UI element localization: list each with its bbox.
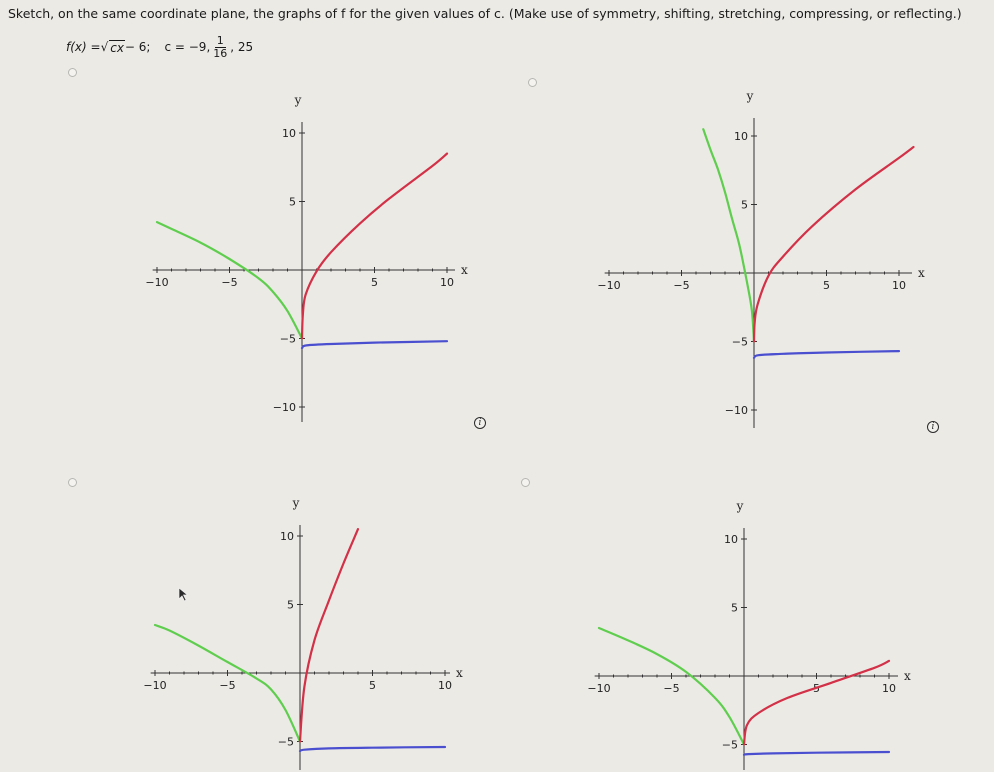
x-tick-label: −10 — [597, 279, 621, 292]
y-tick-label: −5 — [277, 735, 294, 749]
y-tick-label: −5 — [721, 738, 738, 752]
x-tick-label: 5 — [823, 279, 830, 292]
c-values-label: c = −9, — [164, 40, 211, 54]
y-tick-label: −5 — [279, 332, 296, 346]
x-tick-label: −10 — [587, 682, 611, 695]
fraction-numerator: 1 — [216, 33, 224, 47]
x-axis-label: x — [918, 266, 925, 280]
x-tick-label: −5 — [219, 679, 236, 692]
formula-tail: − 6; — [124, 40, 151, 54]
fraction-denominator: 16 — [213, 46, 228, 60]
y-tick-label: 10 — [724, 533, 738, 546]
y-tick-label: 10 — [282, 127, 296, 140]
x-tick-label: 10 — [438, 679, 452, 692]
sqrt-symbol: √ — [100, 40, 109, 54]
x-tick-label: 5 — [369, 679, 376, 692]
x-tick-label: 10 — [882, 682, 896, 695]
option-a-info-icon[interactable]: i — [474, 417, 486, 429]
x-axis-label: x — [456, 666, 463, 680]
series-blue-curve — [744, 752, 889, 755]
x-tick-label: 5 — [371, 276, 378, 289]
x-axis-label: x — [461, 263, 468, 277]
c-value-last: , 25 — [230, 40, 254, 54]
y-tick-label: −5 — [731, 335, 748, 349]
x-tick-label: −5 — [673, 279, 690, 292]
y-axis-label: y — [294, 93, 302, 107]
y-tick-label: 5 — [741, 198, 748, 212]
formula-lhs: f(x) = — [66, 40, 101, 54]
y-tick-label: 10 — [280, 530, 294, 543]
x-tick-label: −5 — [221, 276, 238, 289]
x-tick-label: 10 — [892, 279, 906, 292]
formula-radicand: cx — [110, 40, 124, 55]
y-tick-label: 5 — [287, 598, 294, 612]
y-tick-label: 5 — [731, 601, 738, 615]
y-tick-label: 5 — [289, 195, 296, 209]
option-b-info-icon[interactable]: i — [927, 421, 939, 433]
y-tick-label: −10 — [724, 404, 748, 417]
y-axis-label: y — [736, 499, 744, 513]
x-tick-label: 5 — [813, 682, 820, 695]
x-tick-label: −5 — [663, 682, 680, 695]
y-axis-label: y — [746, 89, 754, 103]
x-tick-label: 10 — [440, 276, 454, 289]
x-axis-label: x — [904, 669, 911, 683]
y-tick-label: 10 — [734, 130, 748, 143]
y-axis-label: y — [292, 496, 300, 510]
question-text: Sketch, on the same coordinate plane, the graphs of f for the given values of c. (Make use of symmetry, shifting, stretching, compressing, or reflecting.) — [8, 6, 962, 21]
x-tick-label: −10 — [145, 276, 169, 289]
x-tick-label: −10 — [143, 679, 167, 692]
y-tick-label: −10 — [272, 401, 296, 414]
